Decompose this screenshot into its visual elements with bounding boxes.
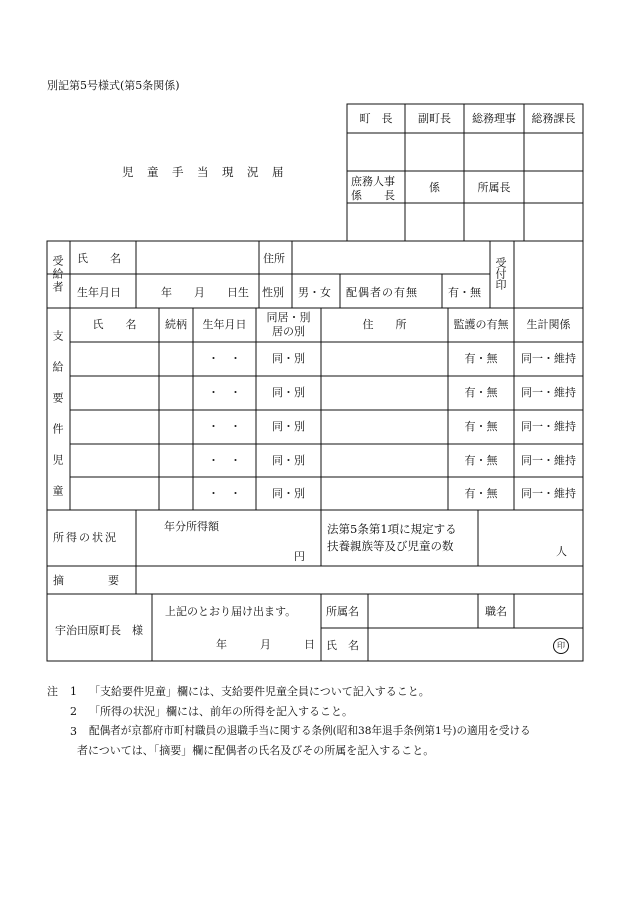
child-custody-header: 監護の有無 — [453, 318, 509, 331]
submit-statement: 上記のとおり届け出ます。 — [165, 605, 297, 618]
child-address-header: 住 所 — [362, 318, 407, 331]
recipient-birth-value: 年 月 日生 — [161, 286, 249, 299]
page-title: 児 童 手 当 現 況 届 — [122, 165, 285, 179]
submit-date: 年 月 日 — [216, 638, 315, 651]
child-row5-custody: 有・無 — [464, 487, 498, 500]
child-row1-livelihood: 同一・維持 — [521, 352, 576, 365]
recipient-birth-label: 生年月日 — [77, 286, 121, 299]
dependents-label-2: 扶養親族等及び児童の数 — [327, 539, 454, 553]
child-row1-living: 同・別 — [272, 352, 305, 365]
approval-dept-head: 所属長 — [477, 181, 511, 194]
child-row4-dob: ・ ・ — [208, 454, 241, 467]
child-row5-dob: ・ ・ — [208, 487, 241, 500]
note-3-text: 配偶者が京都府市町村職員の退職手当に関する条例(昭和38年退手条例第1号)の適用を受ける — [89, 725, 531, 737]
addressee: 宇治田原町長 様 — [55, 624, 143, 637]
child-row5-livelihood: 同一・維持 — [521, 487, 576, 500]
note-1-number: 1 — [70, 685, 77, 698]
approval-mayor: 町 長 — [359, 112, 393, 125]
recipient-side-label: 受給者 — [51, 255, 64, 294]
notes-prefix: 注 — [47, 685, 58, 698]
child-row3-livelihood: 同一・維持 — [521, 420, 576, 433]
child-row2-custody: 有・無 — [464, 386, 498, 399]
approval-subsection-chief: 係 長 — [351, 189, 395, 202]
note-3-continuation: 者については、「摘要」欄に配偶者の氏名及びその所属を記入すること。 — [77, 744, 435, 757]
yen-unit: 円 — [294, 550, 305, 563]
child-name-header: 氏 名 — [92, 318, 137, 331]
child-relation-header: 続柄 — [165, 318, 187, 331]
approval-clerk: 係 — [429, 181, 440, 194]
summary-label: 摘 要 — [53, 574, 119, 587]
child-birth-header: 生年月日 — [202, 318, 247, 331]
dept-label: 所属名 — [326, 605, 359, 618]
approval-general-director: 総務理事 — [472, 112, 516, 125]
receipt-stamp-label: 受付印 — [494, 257, 507, 290]
children-side-label: 支給要件児童 — [51, 330, 64, 516]
spouse-value: 有・無 — [448, 286, 481, 299]
form-number: 別記第5号様式(第5条関係) — [47, 79, 180, 92]
dependents-label-1: 法第5条第1項に規定する — [327, 522, 457, 536]
note-1-text: 「支給要件児童」欄には、支給要件児童全員について記入すること。 — [89, 685, 430, 698]
child-row3-dob: ・ ・ — [208, 420, 241, 433]
applicant-name-label: 氏 名 — [326, 639, 359, 652]
annual-income-label: 年分所得額 — [164, 520, 219, 533]
recipient-sex-value: 男・女 — [298, 286, 331, 299]
approval-deputy-mayor: 副町長 — [418, 112, 451, 125]
child-row1-custody: 有・無 — [464, 352, 498, 365]
recipient-sex-label: 性別 — [262, 286, 284, 299]
child-row2-dob: ・ ・ — [208, 386, 241, 399]
position-label: 職名 — [485, 605, 507, 618]
income-label: 所得の状況 — [53, 531, 118, 544]
child-row1-dob: ・ ・ — [208, 352, 241, 365]
seal-mark: 印 — [553, 638, 569, 654]
child-row4-custody: 有・無 — [464, 454, 498, 467]
persons-unit: 人 — [556, 545, 567, 558]
note-3-number: 3 — [70, 725, 77, 738]
child-living-header-1: 同居・別 — [266, 311, 311, 324]
child-livelihood-header: 生計関係 — [526, 318, 571, 331]
approval-personnel-label: 庶務人事 — [351, 175, 395, 188]
child-row3-custody: 有・無 — [464, 420, 498, 433]
child-row4-livelihood: 同一・維持 — [521, 454, 576, 467]
child-living-header-2: 居の別 — [272, 325, 305, 338]
note-2-number: 2 — [70, 705, 77, 718]
child-row3-living: 同・別 — [272, 420, 305, 433]
recipient-address-label: 住所 — [263, 252, 285, 265]
child-row2-living: 同・別 — [272, 386, 305, 399]
spouse-label: 配偶者の有無 — [346, 286, 418, 299]
child-row4-living: 同・別 — [272, 454, 305, 467]
note-2-text: 「所得の状況」欄には、前年の所得を記入すること。 — [89, 705, 353, 718]
child-row5-living: 同・別 — [272, 487, 305, 500]
child-row2-livelihood: 同一・維持 — [521, 386, 576, 399]
approval-section-chief: 総務課長 — [531, 112, 576, 125]
recipient-name-label: 氏 名 — [77, 252, 121, 265]
